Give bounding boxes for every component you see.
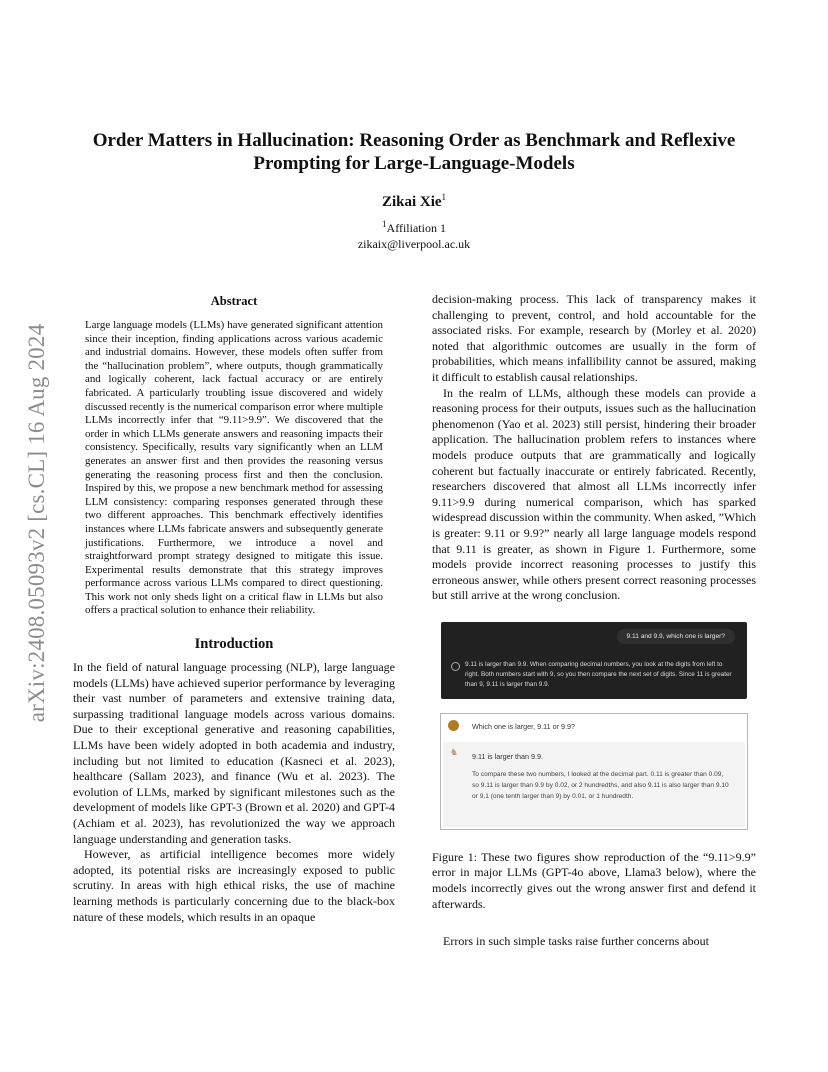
intro-paragraph-1: In the field of natural language processing (NLP), large language models (LLMs) have achieved superior performance by leveraging their vast number of parameters and extensive training data, surpassing traditional language models across various domains. Due to their exceptional generative and reasoning capabilities, LLMs have been widely adopted in both academia and industry, including but not limited to education (Kasneci et al. 2023), healthcare (Sallam 2023), and finance (Wu et al. 2023). The evolution of LLMs, marked by significant milestones such as the development of models like GPT-3 (Brown et al. 2020) and GPT-4 (Achiam et al. 2023), has revolutionized the way we approach language understanding and generation tasks.: [73, 660, 395, 846]
affiliation-mark: 1: [382, 219, 387, 229]
answer-detail: To compare these two numbers, I looked at the decimal part. 0.11 is greater than 0.09, so 9.11 is larger than 9.9 by 0.02, or 2 hundredths, and also 9.11 is also larger than 9.10 or 9.1 (one tenth larger than 9) by 0.01, or 1 hundredth.: [472, 770, 729, 800]
assistant-answer: 9.11 is larger than 9.9. When comparing decimal numbers, you look at the digits from left to right. Both numbers start with 9, so you then compare the next set of digits. Since 11 is greater than 9, 9.11 is larger than 9.9.: [465, 660, 732, 688]
paper-title: [70, 129, 758, 175]
right-paragraph-1: decision-making process. This lack of transparency makes it challenging to prevent, control, and hold accountable for the associated risks. For example, research by (Morley et al. 2020) noted that algorithmic outcomes are usually in the form of probabilities, which means infallibility cannot be assured, making it difficult to establish causal relationships.: [432, 292, 756, 384]
figure-gpt4o-screenshot: [441, 622, 747, 699]
author-line: [70, 192, 758, 211]
user-avatar-icon: [448, 720, 459, 731]
abstract-heading: Abstract: [210, 294, 258, 308]
figure-caption: Figure 1: These two figures show reproduction of the “9.11>9.9” error in major LLMs (GPT-4o above, Llama3 below), where the models incorrectly gives out the wrong answer first and defend it afterwards.: [432, 849, 756, 911]
affiliation-block: [70, 216, 758, 252]
right-paragraph-3: Errors in such simple tasks raise further concerns about: [443, 934, 709, 949]
affiliation-line: [70, 216, 758, 236]
user-question: Which one is larger, 9.11 or 9.9?: [472, 721, 575, 731]
affiliation-name: Affiliation 1: [386, 221, 446, 235]
figure-llama3-screenshot: [440, 713, 748, 830]
user-message-bubble: 9.11 and 9.9, which one is larger?: [617, 629, 735, 644]
arxiv-identifier-text: arXiv:2408.05093v2 [cs.CL] 16 Aug 2024: [24, 323, 49, 722]
left-column: [73, 292, 395, 925]
arxiv-identifier: [20, 285, 54, 760]
author-email: zikaix@liverpool.ac.uk: [357, 237, 471, 251]
abstract-text: Large language models (LLMs) have generated significant attention since their inception, finding applications across various academic and industrial domains. However, these models often suffer from the “hallucination problem”, where outputs, though grammatically and logically coherent, lack factual accuracy or are entirely fabricated. A particularly troubling issue discovered and widely discussed recently is the numerical comparison error where multiple LLMs incorrectly infer that “9.11>9.9”. We discovered that the order in which LLMs generate answers and reasoning impacts their consistency. Specifically, results vary significantly when an LLM generates an answer first and then provides the reasoning versus generating the reasoning process first and then the conclusion. Inspired by this, we propose a new benchmark method for assessing LLM consistency: comparing responses generated through these two different approaches. This benchmark effectively identifies instances where LLMs fabricate answers and subsequently generate justifications. Furthermore, we introduce a novel and straightforward prompt strategy designed to mitigate this issue. Experimental results demonstrate that this strategy improves performance across various LLMs compared to direct questioning. This work not only sheds light on a critical flaw in LLMs but also offers a practical solution to enhance their reliability.: [85, 319, 383, 617]
assistant-icon: [451, 662, 460, 671]
answer-line: 9.11 is larger than 9.9.: [472, 751, 543, 761]
introduction-heading: Introduction: [194, 636, 274, 653]
paper-title-line-2: Prompting for Large-Language-Models: [253, 153, 575, 174]
paper-title-line-1: Order Matters in Hallucination: Reasoning Order as Benchmark and Reflexive: [92, 130, 736, 151]
right-paragraph-2: In the realm of LLMs, although these models can provide a reasoning process for their outputs, issues such as the hallucination phenomenon (Yao et al. 2023) still persist, hindering their broader application. The hallucination problem refers to instances where models produce outputs that are grammatically and logically coherent but factually inaccurate or entirely fabricated. Recently, researchers discovered that almost all LLMs incorrectly infer 9.11>9.9 during numerical comparison, which has sparked widespread discussion within the community. When asked, ”Which is greater: 9.11 or 9.9?” nearly all large language models respond that 9.11 is greater, as shown in Figure 1. Furthermore, some models provide incorrect reasoning processes to justify this erroneous answer, while others present correct reasoning processes but still arrive at the wrong conclusion.: [432, 385, 756, 603]
answer-box: [443, 742, 745, 827]
author-affil-mark: 1: [441, 192, 447, 202]
llama-icon: ♞: [450, 746, 459, 757]
intro-paragraph-2: However, as artificial intelligence becomes more widely adopted, its potential risks are increasingly exposed to public scrutiny. In areas with high ethical risks, the use of machine learning methods is particularly concerning due to the black-box nature of these models, which results in an opaque: [73, 847, 395, 924]
author-name: Zikai Xie: [381, 194, 442, 210]
right-column: [432, 292, 756, 950]
